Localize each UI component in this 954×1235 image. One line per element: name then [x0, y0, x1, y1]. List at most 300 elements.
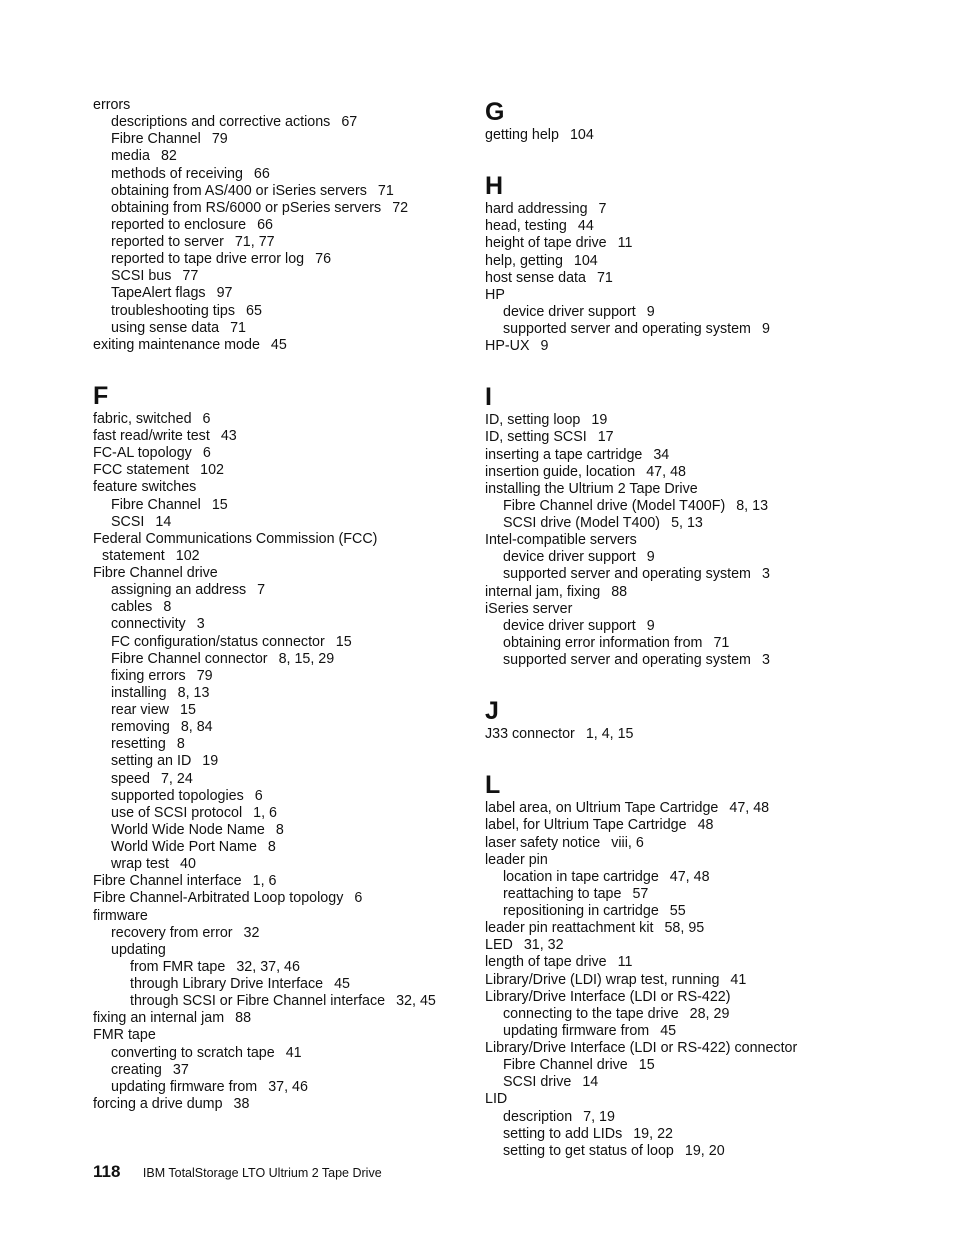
entry-term: reported to tape drive error log	[111, 251, 305, 268]
index-entry	[485, 601, 905, 618]
index-subentry	[485, 886, 905, 903]
index-subentry	[485, 635, 905, 652]
entry-page-refs: 11	[617, 235, 633, 252]
entry-page-refs: 57	[632, 885, 649, 902]
entry-term: using sense data	[111, 319, 220, 336]
index-subentry	[93, 753, 463, 770]
entry-page-refs: 97	[216, 285, 233, 302]
entry-term: World Wide Port Name	[111, 839, 257, 855]
entry-page-refs: 6	[202, 410, 211, 427]
index-subentry	[93, 616, 463, 633]
entry-term: device driver support	[503, 549, 636, 566]
entry-term: ID, setting SCSI	[485, 429, 587, 446]
entry-term: feature switches	[93, 479, 197, 496]
index-entry	[485, 989, 905, 1006]
entry-page-refs: 19, 20	[684, 1142, 725, 1159]
index-subentry	[93, 839, 463, 856]
index-entry	[485, 235, 905, 252]
index-subentry	[93, 285, 463, 302]
entry-term: Fibre Channel drive	[503, 1057, 628, 1074]
entry-term: exiting maintenance mode	[93, 336, 260, 353]
entry-term: obtaining from AS/400 or iSeries servers	[111, 182, 367, 199]
book-title: IBM TotalStorage LTO Ultrium 2 Tape Drive	[142, 1166, 382, 1180]
entry-term: updating firmware from	[111, 1078, 258, 1095]
entry-page-refs: 7, 19	[583, 1108, 615, 1125]
entry-term: hard addressing	[485, 201, 588, 218]
entry-term: Fibre Channel drive	[93, 565, 218, 581]
entry-page-refs: 102	[175, 547, 200, 564]
entry-term: from FMR tape	[130, 958, 226, 975]
entry-term: LED	[485, 937, 513, 954]
entry-term: TapeAlert flags	[111, 285, 206, 302]
entry-term: speed	[111, 770, 150, 787]
entry-page-refs: 1, 4, 15	[585, 726, 634, 743]
entry-page-refs: 19	[202, 753, 219, 770]
entry-term: LID	[485, 1091, 508, 1108]
entry-term: World Wide Node Name	[111, 821, 265, 838]
index-subentry	[93, 668, 463, 685]
entry-term: use of SCSI protocol	[111, 804, 243, 821]
section-spacer	[485, 669, 905, 696]
entry-term: height of tape drive	[485, 235, 607, 252]
index-entry	[485, 584, 905, 601]
index-entry	[485, 852, 905, 869]
entry-page-refs: 8, 15, 29	[278, 650, 335, 667]
entry-term: SCSI drive	[503, 1074, 572, 1091]
entry-page-refs: 104	[569, 127, 594, 143]
entry-page-refs: 43	[220, 428, 237, 444]
entry-page-refs: viii, 6	[611, 834, 644, 851]
index-subentry	[93, 736, 463, 753]
entry-page-refs: 32, 45	[396, 993, 436, 1010]
entry-term: updating firmware from	[503, 1022, 650, 1039]
index-subentry	[485, 869, 905, 886]
entry-page-refs: 79	[211, 131, 228, 148]
entry-page-refs: 71	[713, 634, 730, 651]
entry-page-refs: 3	[761, 652, 770, 668]
index-subentry	[485, 652, 905, 669]
entry-term: HP-UX	[485, 338, 530, 355]
entry-page-refs: 65	[246, 302, 262, 319]
entry-page-refs: 9	[646, 617, 655, 634]
entry-term: device driver support	[503, 303, 636, 320]
entry-term: descriptions and corrective actions	[111, 114, 331, 131]
entry-term: supported topologies	[111, 787, 244, 804]
index-entry	[93, 908, 463, 925]
entry-page-refs: 9	[761, 321, 770, 337]
index-subentry	[93, 200, 463, 217]
entry-page-refs: 9	[646, 303, 655, 320]
entry-term: setting an ID	[111, 753, 192, 770]
entry-term: errors	[93, 97, 131, 113]
index-subentry	[485, 498, 905, 515]
entry-page-refs: 7	[598, 201, 607, 218]
entry-term: fabric, switched	[93, 410, 192, 427]
entry-term: setting to get status of loop	[503, 1142, 674, 1159]
entry-term: supported server and operating system	[503, 652, 751, 668]
entry-term: media	[111, 148, 150, 165]
entry-page-refs: 45	[660, 1022, 677, 1039]
index-subentry	[93, 1079, 463, 1096]
entry-page-refs: 8, 13	[736, 497, 769, 514]
index-entry	[485, 800, 905, 817]
index-subentry	[93, 1062, 463, 1079]
page-footer	[93, 1162, 382, 1182]
entry-page-refs: 9	[540, 338, 549, 355]
entry-term: label, for Ultrium Tape Cartridge	[485, 817, 687, 834]
entry-term: recovery from error	[111, 924, 233, 941]
entry-page-refs: 71	[596, 269, 613, 286]
page-number: 118	[93, 1162, 121, 1181]
entry-term: ID, setting loop	[485, 412, 581, 429]
entry-page-refs: 102	[200, 462, 224, 479]
entry-page-refs: 8, 84	[180, 719, 213, 736]
entry-page-refs: 7, 24	[160, 770, 193, 787]
index-entry	[93, 337, 463, 354]
entry-term: Intel-compatible servers	[485, 532, 637, 549]
index-entry	[485, 464, 905, 481]
entry-page-refs: 8	[176, 736, 185, 753]
index-subentry	[485, 304, 905, 321]
entry-page-refs: 9	[646, 549, 655, 566]
entry-term: obtaining error information from	[503, 634, 703, 651]
entry-page-refs: 82	[160, 148, 177, 165]
entry-page-refs: 8	[163, 599, 172, 616]
entry-page-refs: 14	[582, 1074, 599, 1091]
entry-term: getting help	[485, 127, 559, 143]
entry-term: length of tape drive	[485, 954, 607, 971]
entry-term: fixing an internal jam	[93, 1010, 225, 1027]
index-entry	[485, 972, 905, 989]
entry-page-refs: 17	[597, 429, 614, 446]
index-entry	[485, 726, 905, 743]
entry-page-refs: 6	[202, 445, 211, 462]
entry-page-refs: 6	[254, 787, 263, 804]
entry-term: through SCSI or Fibre Channel interface	[130, 993, 386, 1010]
section-spacer	[485, 144, 905, 171]
entry-term: setting to add LIDs	[503, 1125, 623, 1142]
entry-term: connectivity	[111, 616, 186, 633]
index-subentry	[485, 1057, 905, 1074]
index-subentry	[93, 788, 463, 805]
index-letter-heading: J	[485, 697, 499, 726]
entry-page-refs: 104	[573, 252, 598, 269]
entry-page-refs: 14	[155, 513, 172, 530]
index-subentry	[485, 618, 905, 635]
entry-page-refs: 15	[180, 702, 196, 718]
entry-page-refs: 40	[180, 856, 196, 873]
entry-term: J33 connector	[485, 726, 575, 743]
entry-page-refs: 67	[341, 114, 358, 131]
index-column-right	[485, 97, 905, 1160]
entry-page-refs: 47, 48	[646, 463, 686, 480]
entry-page-refs: 15	[638, 1057, 655, 1074]
index-subentry	[93, 925, 463, 942]
index-entry	[485, 532, 905, 549]
entry-page-refs: 88	[235, 1010, 252, 1027]
entry-term: Fibre Channel	[111, 496, 201, 513]
section-spacer	[485, 743, 905, 770]
entry-page-refs: 31, 32	[523, 937, 564, 954]
entry-term: inserting a tape cartridge	[485, 446, 643, 463]
index-subentry	[93, 685, 463, 702]
entry-term: Library/Drive (LDI) wrap test, running	[485, 971, 720, 988]
entry-term: HP	[485, 286, 505, 303]
index-entry	[93, 890, 463, 907]
entry-term: cables	[111, 599, 153, 616]
index-entry	[93, 1096, 463, 1113]
entry-term: assigning an address	[111, 582, 247, 599]
entry-page-refs: 37, 46	[268, 1078, 308, 1095]
entry-page-refs: 71, 77	[234, 234, 275, 250]
entry-term: reattaching to tape	[503, 885, 622, 902]
index-subentry	[93, 993, 463, 1010]
entry-term: iSeries server	[485, 600, 573, 617]
entry-page-refs: 11	[617, 954, 633, 971]
index-entry	[93, 1027, 463, 1044]
index-entry	[485, 920, 905, 937]
entry-page-refs: 28, 29	[689, 1005, 730, 1022]
entry-term: FC configuration/status connector	[111, 633, 325, 650]
entry-term: Library/Drive Interface (LDI or RS-422) connector	[485, 1040, 798, 1056]
entry-page-refs: 77	[182, 268, 199, 285]
index-subentry	[93, 514, 463, 531]
entry-term: troubleshooting tips	[111, 302, 235, 319]
index-entry	[93, 462, 463, 479]
index-subentry	[485, 1023, 905, 1040]
entry-page-refs: 47, 48	[729, 800, 770, 817]
entry-term: leader pin reattachment kit	[485, 920, 654, 937]
index-entry	[485, 287, 905, 304]
entry-term: installing the Ultrium 2 Tape Drive	[485, 480, 698, 497]
index-entry	[485, 817, 905, 834]
entry-term: fixing errors	[111, 667, 186, 684]
entry-page-refs: 58, 95	[664, 920, 705, 937]
index-subentry	[93, 942, 463, 959]
entry-term: converting to scratch tape	[111, 1044, 275, 1061]
entry-term: installing	[111, 684, 167, 701]
entry-page-refs: 19, 22	[633, 1125, 673, 1142]
entry-term: reported to enclosure	[111, 216, 247, 233]
entry-term: Fibre Channel	[111, 131, 201, 148]
entry-term: through Library Drive Interface	[130, 976, 324, 992]
index-subentry	[93, 148, 463, 165]
index-entry	[485, 1091, 905, 1108]
entry-term: supported server and operating system	[503, 566, 751, 583]
entry-term: FMR tape	[93, 1027, 156, 1044]
entry-page-refs: 7	[257, 582, 266, 599]
entry-term: internal jam, fixing	[485, 583, 601, 600]
section-spacer	[485, 355, 905, 382]
index-subentry	[93, 651, 463, 668]
entry-page-refs: 8, 13	[177, 684, 210, 701]
entry-page-refs: 34	[653, 446, 670, 463]
entry-term: Fibre Channel interface	[93, 873, 242, 890]
entry-page-refs: 76	[315, 251, 332, 268]
index-entry	[485, 127, 905, 144]
index-subentry	[93, 599, 463, 616]
index-subentry	[93, 634, 463, 651]
entry-term: statement	[102, 547, 165, 564]
entry-page-refs: 15	[211, 496, 228, 513]
entry-page-refs: 8	[275, 821, 284, 838]
index-subentry	[485, 1126, 905, 1143]
entry-page-refs: 71	[377, 182, 394, 199]
index-subentry	[485, 549, 905, 566]
entry-page-refs: 32, 37, 46	[236, 958, 300, 975]
entry-term: fast read/write test	[93, 428, 210, 444]
entry-term: FC-AL topology	[93, 445, 192, 462]
index-subentry	[93, 582, 463, 599]
index-subentry	[93, 959, 463, 976]
index-subentry	[485, 1006, 905, 1023]
entry-term: reported to server	[111, 234, 224, 250]
index-subentry	[485, 1109, 905, 1126]
index-entry	[485, 937, 905, 954]
index-column-left	[93, 97, 463, 1113]
index-subentry	[93, 856, 463, 873]
index-subentry	[485, 1074, 905, 1091]
index-subentry	[93, 702, 463, 719]
index-entry	[485, 412, 905, 429]
index-entry	[485, 201, 905, 218]
entry-term: location in tape cartridge	[503, 868, 659, 885]
index-letter-heading: H	[485, 172, 504, 201]
entry-term: methods of receiving	[111, 165, 243, 182]
entry-term: Fibre Channel-Arbitrated Loop topology	[93, 890, 344, 907]
entry-page-refs: 15	[335, 633, 352, 650]
entry-page-refs: 48	[697, 817, 714, 834]
entry-page-refs: 71	[230, 319, 247, 336]
index-letter-heading: G	[485, 98, 505, 126]
entry-term: SCSI	[111, 513, 145, 530]
entry-term: Fibre Channel connector	[111, 650, 268, 667]
index-subentry	[93, 251, 463, 268]
index-subentry	[485, 903, 905, 920]
entry-term: updating	[111, 941, 166, 958]
index-entry	[93, 548, 463, 565]
index-subentry	[93, 303, 463, 320]
entry-page-refs: 8	[267, 839, 276, 855]
index-subentry	[93, 217, 463, 234]
entry-term: firmware	[93, 907, 148, 924]
entry-page-refs: 79	[196, 667, 213, 684]
index-subentry	[93, 268, 463, 285]
index-subentry	[93, 320, 463, 337]
index-subentry	[93, 183, 463, 200]
entry-page-refs: 45	[270, 336, 287, 353]
entry-page-refs: 19	[591, 412, 608, 429]
entry-page-refs: 32	[243, 924, 260, 941]
entry-page-refs: 72	[392, 199, 409, 216]
entry-term: host sense data	[485, 269, 586, 286]
index-letter-heading: F	[93, 381, 109, 410]
index-letter-heading: L	[485, 771, 501, 800]
index-subentry	[485, 566, 905, 583]
entry-term: wrap test	[111, 856, 170, 873]
index-entry	[485, 835, 905, 852]
index-entry	[93, 428, 463, 445]
entry-term: repositioning in cartridge	[503, 903, 659, 919]
index-entry	[93, 1010, 463, 1027]
entry-page-refs: 47, 48	[669, 868, 710, 885]
index-subentry	[93, 805, 463, 822]
index-entry	[485, 429, 905, 446]
entry-term: SCSI drive (Model T400)	[503, 515, 661, 531]
index-subentry	[93, 822, 463, 839]
index-subentry	[485, 515, 905, 532]
index-subentry	[93, 1045, 463, 1062]
entry-term: removing	[111, 719, 170, 736]
index-subentry	[93, 166, 463, 183]
entry-term: SCSI bus	[111, 268, 172, 285]
index-subentry	[93, 131, 463, 148]
entry-term: help, getting	[485, 252, 563, 269]
entry-term: Library/Drive Interface (LDI or RS-422)	[485, 988, 731, 1005]
entry-term: device driver support	[503, 617, 636, 634]
index-entry	[93, 445, 463, 462]
entry-term: Fibre Channel drive (Model T400F)	[503, 497, 726, 514]
index-entry	[93, 873, 463, 890]
entry-term: FCC statement	[93, 462, 190, 479]
entry-page-refs: 41	[285, 1044, 302, 1061]
entry-term: connecting to the tape drive	[503, 1005, 679, 1022]
entry-page-refs: 6	[354, 890, 363, 907]
index-letter-heading: I	[485, 383, 492, 412]
entry-term: rear view	[111, 702, 169, 718]
index-entry	[485, 338, 905, 355]
index-entry	[485, 954, 905, 971]
index-subentry	[93, 114, 463, 131]
index-entry	[485, 481, 905, 498]
entry-term: head, testing	[485, 218, 567, 235]
index-entry	[93, 411, 463, 428]
entry-page-refs: 45	[334, 976, 351, 992]
index-entry	[485, 253, 905, 270]
index-subentry	[93, 497, 463, 514]
entry-page-refs: 44	[577, 218, 594, 235]
index-subentry	[93, 771, 463, 788]
entry-term: insertion guide, location	[485, 463, 636, 480]
index-entry	[93, 531, 463, 548]
entry-term: resetting	[111, 736, 166, 753]
entry-page-refs: 3	[761, 566, 770, 583]
entry-term: label area, on Ultrium Tape Cartridge	[485, 800, 719, 817]
index-entry	[485, 270, 905, 287]
entry-page-refs: 41	[730, 971, 747, 988]
entry-page-refs: 88	[611, 583, 628, 600]
entry-term: laser safety notice	[485, 834, 601, 851]
entry-page-refs: 66	[257, 216, 274, 233]
entry-term: Federal Communications Commission (FCC)	[93, 530, 378, 547]
entry-page-refs: 5, 13	[671, 515, 703, 531]
entry-page-refs: 3	[196, 616, 205, 633]
index-entry	[485, 218, 905, 235]
entry-page-refs: 37	[172, 1061, 189, 1078]
entry-page-refs: 55	[669, 903, 686, 919]
index-subentry	[93, 976, 463, 993]
index-subentry	[93, 719, 463, 736]
index-entry	[93, 565, 463, 582]
entry-page-refs: 1, 6	[252, 873, 277, 890]
entry-page-refs: 66	[253, 165, 270, 182]
index-entry	[93, 97, 463, 114]
index-entry	[485, 447, 905, 464]
index-subentry	[93, 234, 463, 251]
index-entry	[485, 1040, 905, 1057]
entry-term: obtaining from RS/6000 or pSeries servers	[111, 199, 382, 216]
entry-term: supported server and operating system	[503, 321, 751, 337]
